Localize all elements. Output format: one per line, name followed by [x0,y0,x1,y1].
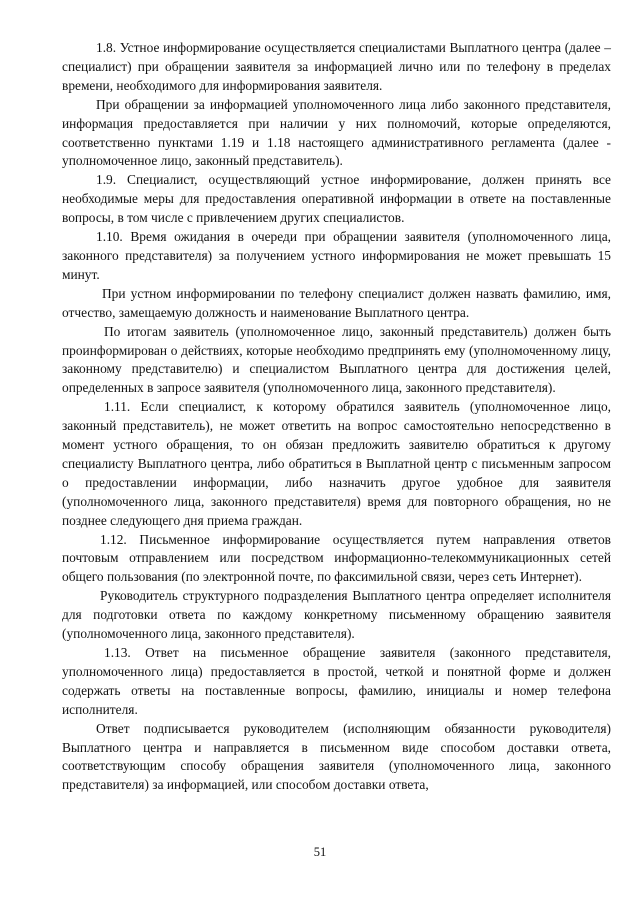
paragraph-authorized-person: При обращении за информацией уполномоченного лица либо законного представителя, информация предоставляется при наличии у них полномочий, которые определяются, соответственно пунктами 1.19 и 1.18 настоящего административного регламента (далее - уполномоченное лицо, законный представитель). [62,96,611,169]
paragraph-head-of-department: Руководитель структурного подразделения Выплатного центра определяет исполнителя для подготовки ответа по каждому конкретному письменному обращению заявителя (уполномоченного лица, законного представителя). [62,588,611,642]
document-body [62,39,611,795]
paragraph-1-10: 1.10. Время ожидания в очереди при обращении заявителя (уполномоченного лица, законного представителя) за получением устного информирования не может превышать 15 минут. [62,229,611,282]
paragraph-1-8: 1.8. Устное информирование осуществляется специалистами Выплатного центра (далее – специалист) при обращении заявителя за информацией лично или по телефону в пределах времени, необходимого для информирования заявителя. [62,40,611,93]
paragraph-1-9: 1.9. Специалист, осуществляющий устное информирование, должен принять все необходимые меры для предоставления оперативной информации в ответе на поставленные вопросы, в том числе с привлечением других специалистов. [62,172,611,226]
paragraph-results: По итогам заявитель (уполномоченное лицо, законный представитель) должен быть проинформирован о действиях, которые необходимо предпринять ему (уполномоченному лицу, законному представителю) и специалистом Выплатного центра для достижения целей, определенных в запросе заявителя (уполномоченного лица, законного представителя). [62,323,611,396]
paragraph-phone-info: При устном информировании по телефону специалист должен назвать фамилию, имя, отчество, замещаемую должность и наименование Выплатного центра. [62,285,611,320]
page-number: 51 [313,845,327,859]
paragraph-response-signing: Ответ подписывается руководителем (исполняющим обязанности руководителя) Выплатного центра и направляется в письменном виде способом доставки ответа, соответствующим способу обращения заявителя (уполномоченного лица, законного представителя) за информацией, или способом доставки ответа, [62,720,611,793]
paragraph-1-13: 1.13. Ответ на письменное обращение заявителя (законного представителя, уполномоченного лица) предоставляется в простой, четкой и понятной форме и должен содержать ответы на поставленные вопросы, фамилию, инициалы и номер телефона исполнителя. [62,645,611,717]
paragraph-1-11: 1.11. Если специалист, к которому обратился заявитель (уполномоченное лицо, законный представитель), не может ответить на вопрос самостоятельно непосредственно в момент устного обращения, то он обязан предложить заявителю обратиться к другому специалисту Выплатного центра, либо обратиться в Выплатной центр с письменным запросом о предоставлении информации, либо назначить другое удобное для заявителя (уполномоченного лица, законного представителя) время для повторного обращения, но не позднее следующего дня приема граждан. [62,399,611,528]
paragraph-1-12: 1.12. Письменное информирование осуществляется путем направления ответов почтовым отправлением или посредством информационно-телекоммуникационных сетей общего пользования (по электронной почте, по факсимильной связи, через сеть Интернет). [62,531,611,585]
